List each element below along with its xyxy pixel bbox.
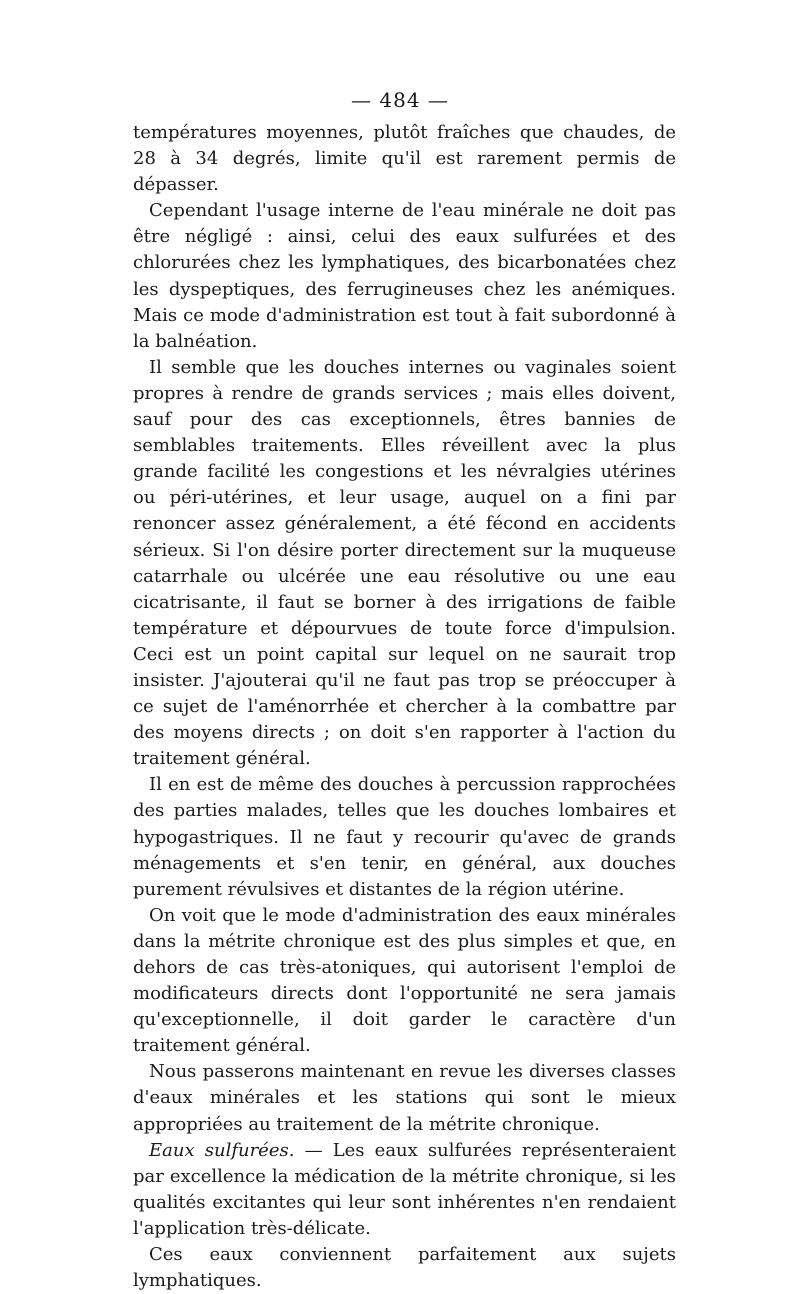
paragraph-eaux-sulfurees-text: — Les eaux sulfurées représenteraient par excellence la médication de la métrite chronique, si les qualités excitantes qui leur sont inhérentes n'en rendaient l'application très-délicate.	[133, 1139, 677, 1239]
paragraph-revue: Nous passerons maintenant en revue les diverses classes d'eaux minérales et les stations qui sont le mieux appropriées au traitement de la métrite chronique.	[133, 1061, 676, 1135]
paragraph-internal-use: Cependant l'usage interne de l'eau minérale ne doit pas être négligé : ainsi, celui des eaux sulfurées et des chlorurées chez les lymphatiques, des bicarbonatées chez les dyspeptiques, des ferrugineuses chez les anémiques. Mais ce mode d'administration est tout à fait subordonné à la balnéation.	[133, 200, 676, 352]
paragraph-mode-administration: On voit que le mode d'administration des eaux minérales dans la métrite chronique est des plus simples et que, en dehors de cas très-atoniques, qui autorisent l'emploi de modificateurs directs dont l'opportunité ne sera jamais qu'exceptionnelle, il doit garder le caractère d'un traitement général.	[133, 904, 676, 1057]
paragraph-douches-percussion: Il en est de même des douches à percussion rapprochées des parties malades, telles que les douches lombaires et hypogastriques. Il ne faut y recourir qu'avec de grands ménagements et s'en tenir, en général, aux douches purement révulsives et distantes de la région utérine.	[133, 774, 676, 900]
paragraph-douches-internes: Il semble que les douches internes ou vaginales soient propres à rendre de grands services ; mais elles doivent, sauf pour des cas exceptionnels, êtres bannies de semblables traitements. Elles réveillent avec la plus grande facilité les congestions et les névralgies utérines ou péri-utérines, et leur usage, auquel on a fini par renoncer assez généralement, a été fécond en accidents sérieux. Si l'on désire porter directement sur la muqueuse catarrhale ou ulcérée une eau résolutive ou une eau cicatrisante, il faut se borner à des irrigations de faible température et dépourvues de toute force d'impulsion. Ceci est un point capital sur lequel on ne saurait trop insister. J'ajouterai qu'il ne faut pas trop se préoccuper à ce sujet de l'aménorrhée et chercher à la combattre par des moyens directs ; on doit s'en rapporter à l'action du traitement général.	[133, 356, 676, 770]
paragraph-eaux-sulfurees	[133, 1138, 676, 1242]
paragraph-continued: températures moyennes, plutôt fraîches que chaudes, de 28 à 34 degrés, limite qu'il est rarement permis de dépasser.	[133, 122, 676, 196]
page-number: — 484 —	[351, 88, 449, 112]
section-heading-eaux-sulfurees: Eaux sulfurées.	[149, 1139, 295, 1161]
body-text	[133, 120, 676, 1294]
paragraph-lymphatiques: Ces eaux conviennent parfaitement aux sujets lymphatiques.	[133, 1244, 676, 1292]
